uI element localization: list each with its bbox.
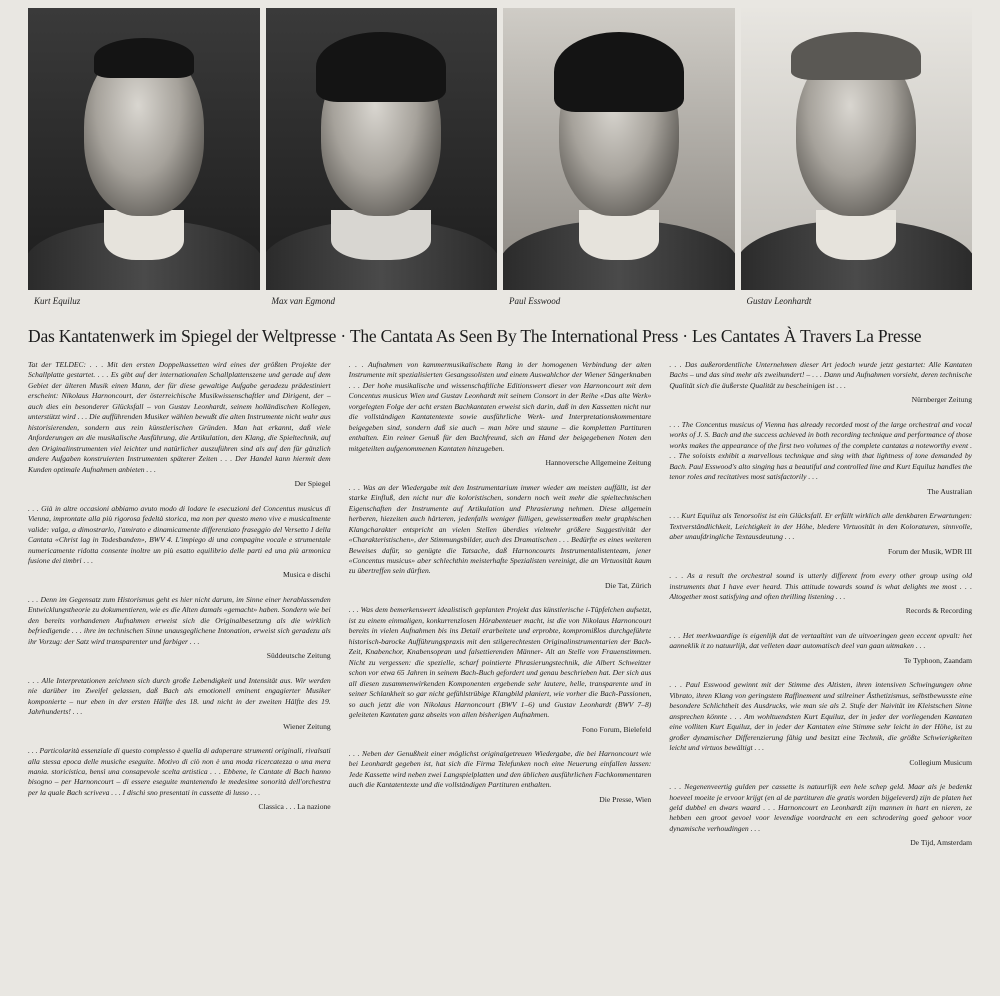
caption-gustav-leonhardt: Gustav Leonhardt xyxy=(746,296,812,306)
quote-text: . . . Neben der Genußheit einer möglichst originalgetreuen Wiedergabe, die bei Harnoncourt wie bei Leonhardt gegeben ist, hat sich die Firma Telefunken noch eine Neuerung einfallen lassen: Jede Kassette wird neben zwei Langspielplatten und den üblichen ausführlichen Fachkommentaren auch die Kantatentexte und die vollständigen Partituren enthalten. xyxy=(348,749,652,790)
quote-text: . . . Het merkwaardige is eigenlijk dat de vertaaltint van de uitvoeringen geen eccent opvalt: het aanneklik it zo natuurlijk, dat velleten daar automatisch deel van gaan uitmaken . . . xyxy=(669,630,973,651)
quote-source: Te Typhoon, Zaandam xyxy=(903,655,973,665)
portrait-paul-esswood xyxy=(503,8,735,290)
caption-kurt-equiluz: Kurt Equiluz xyxy=(34,296,81,306)
quote-text: . . . Kurt Equiluz als Tenorsolist ist ein Glücksfall. Er erfüllt wirklich alle denkbaren Erwartungen: Textverständlichkeit, Leichtigkeit in der Höhe, bledere Virtuosität in den Koloraturen, sinnvolle, aber unaufdringliche Textausdeutung . . . xyxy=(669,511,973,542)
quote-source: Forum der Musik, WDR III xyxy=(887,546,973,556)
quote-text: . . . Denn im Gegensatz zum Historismus geht es hier nicht darum, im Sinne einer herablassenden Entwicklungstheorie zu dokumentieren, wie es die Alten damals «gemacht» haben. Sondern wie bei den bereits vorhandenen Aufnahmen erweist sich die Originalbesetzung als die wirklich befriedigende . . . ihre im technischen Sinne unausgeglichene Intonation, erweist sich geradezu als ihr Vorzug: der Satz wird transparenter und farbiger . . . xyxy=(28,594,331,646)
quote-text: . . . Alle Interpretationen zeichnen sich durch große Lebendigkeit und Intensität aus. Wir werden nie darüber im Zweifel gelassen, daß Bach als emotionell eminent engagierter Musiker komponierte – nur eben in der ersten Hälfte des 18. und nicht in der zweiten Hälfte des 19. Jahrhunderts! . . . xyxy=(28,675,331,717)
quote-source: Der Spiegel xyxy=(294,479,331,489)
caption-paul-esswood: Paul Esswood xyxy=(509,296,561,306)
quote-column-2 xyxy=(349,360,652,980)
quote-source: Musica e dischi xyxy=(283,570,331,580)
quote-text: . . . Was dem bemerkenswert idealistisch geplanten Projekt das künstlerische i-Tüpfelchen aufsetzt, ist zu einem einmaligen, konkurrenzlosen Hörabenteuer macht, ist die von Nikolaus Harnoncourt bereits in vielen Aufnahmen bis ins Detail erarbeitete und erprobte, kompromißlos durchgeführte historisch-barocke Aufführungspraxis mit den stilgerechtesten Originalinstrumentarien der Bach-Zeit, Knabenchor, Knabensopran und falsettierenden Männer- Alt an Stelle von Frauenstimmen. Nicht zu vergessen: die spezielle, scharf pointierte Phrasierungstechnik, die Albert Schweitzer schon vor etwa 65 Jahren in seinem Bach-Buch gefordert und genau beschrieben hat. Der sich aus all diesen zusammenwirkenden Komponenten ergebende sehr lautere, helle, transparente und in seiner Schlankheit so gar nicht gefühlstrübige Klangbild planiert, wie vorher die Bach-Passionen, so auch jetzt die von Nikolaus Harnoncourt (BWV 1–6) und Gustav Leonhardt (BWV 7–8) geleiteten Kantaten ganz abseits von allen bisherigen Aufnahmen. xyxy=(348,605,652,720)
quote-column-3 xyxy=(669,360,972,980)
caption-max-van-egmond: Max van Egmond xyxy=(271,296,335,306)
quote-source: Hannoversche Allgemeine Zeitung xyxy=(545,458,652,468)
page-title: Das Kantatenwerk im Spiegel der Weltpresse · The Cantata As Seen By The International Press · Les Cantates À Travers La Presse xyxy=(28,326,922,346)
quote-column-1 xyxy=(28,360,331,980)
portrait-max-van-egmond xyxy=(266,8,498,290)
photo-captions xyxy=(28,296,972,306)
quote-text: Tat der TELDEC: . . . Mit den ersten Doppelkassetten wird eines der größten Projekte der Schallplatte gestartet. . . . Es gibt auf der internationalen Schallplattenszene und gerade auf dem Gebiet der älteren Musik einen Mann, der für diese gewaltige Aufgabe geradezu prädestiniert erscheint: Nikolaus Harnoncourt, der österreichische Musikwissenschaftler und Dirigent, der – auch dies ein besonderer Glücksfall – von Gustav Leonhardt, seinem holländischen Kollegen, unterstützt wird . . . Die aufführenden Musiker wählen bewußt die alten Instrumente nicht wahr aus historisierenden, sondern aus rein künstlerischen Gründen. Man hat erkannt, daß viele Anforderungen an die musikalische Ausführung, die Artikulation, den Klang, die Spieltechnik, auf den Originalinstrumenten viel leichter und natürlicher auszuführen sind als auf den für gänzlich andere Aufgaben konstruierten Instrumenten späterer Zeiten . . . Der Handel kann hiermit dem Kunden optimale Aufnahmen anbieten . . . xyxy=(28,360,331,474)
quote-text: . . . The Concentus musicus of Vienna has already recorded most of the large orchestral and vocal works of J. S. Bach and the success achieved in both recording technique and performance of those works makes the appearance of the first two volumes of the complete cantatas a noteworthy event . . . The soloists exhibit a marvellous technique and sing with that lightness of tone demanded by Bach. Paul Esswood's alto singing has a beautiful and controlled line and Kurt Equiluz handles the tenor roles and recitatives most satisfactorily . . . xyxy=(669,419,973,482)
portrait-gustav-leonhardt xyxy=(741,8,973,290)
quote-text: . . . Particolarità essenziale di questo complesso è quella di adoperare strumenti originali, rivalsati alla stessa epoca delle musiche eseguite. Motivo di ciò non è una moda ricercatezza o una mera mania. storicistica, bensì una consapevole scelta artistica . . . Ebbene, le Cantate di Bach hanno bisogno – per Harnoncourt – di essere eseguite mantenendo le medesime sonorità dell'orchestra per la quale Bach scriveva . . . I dischi sno presentati in cassette di lusso . . . xyxy=(28,746,331,797)
quote-text: . . . Paul Esswood gewinnt mit der Stimme des Altisten, ihren intensiven Schwingungen ohne Vibrato, ihren Klang von geringstem Raffinement und stilreiner Ästhetizismus, selbstbewusste eine besondere Schlichtheit des Ausdrucks, wie man sie als 2. Stufe der Naivität im Kleistschen Sinne ansprechen könnte . . . Am wohltuendsten Kurt Equiluz, der in jeder der vorliegenden Kantaten eine volliten Kurt Equiluz, der in jeder der Kantaten eine Stimme sehr leicht in der Höhe, ist zu großer dynamischer Differenzierung fähig und besitzt eine Technik, die größte Schwierigkeiten leicht und virtuos bewältigt . . . xyxy=(669,680,973,753)
quote-source: Die Presse, Wien xyxy=(599,794,652,804)
quote-source: Fono Forum, Bielefeld xyxy=(581,724,652,734)
quote-source: De Tijd, Amsterdam xyxy=(910,838,973,848)
quote-text: . . . Già in altre occasioni abbiamo avuto modo di lodare le esecuzioni del Concentus musicus di Vienna, improntate alla più rigorosa fedeltà storica, ma non per questo meno vive e musicalmente valide: valga, a dimostrarlo, l'amirato e dinamicamente differenziato fraseggio del Versetto I della Cantata «Christ lag in Todesbanden», BWV 4. L'impiego di una compagine vocale e strumentale numericamente ridotta consente inoltre un più esatto equilibrio delle parti ed una più armonica fusione dei timbri . . . xyxy=(28,503,331,565)
portrait-kurt-equiluz xyxy=(28,8,260,290)
quote-source: Collegium Musicum xyxy=(909,757,973,767)
quote-source: Die Tat, Zürich xyxy=(604,580,652,590)
quote-text: . . . Das außerordentliche Unternehmen dieser Art jedoch wurde jetzt gestartet: Alle Kantaten Bachs – und das sind mehr als zweihundert! – . . . Dann und Aufnahmen vorsieht, deren technische Qualität sich die äußerste Qualität zu bescheinigen ist . . . xyxy=(669,360,973,390)
quote-source: Wiener Zeitung xyxy=(283,721,331,731)
quote-source: Nürnberger Zeitung xyxy=(911,395,973,405)
photo-strip xyxy=(28,8,972,290)
quote-text: . . . Aufnahmen von kammermusikalischem Rang in der homogenen Verbindung der alten Instrumente mit spezialisierten Gesangssolisten und einem Auswahlchor der Wiener Sängerknaben . . . Der hohe musikalische und wissenschaftliche Editionswert dieser von Harnoncourt mit dem Concentus musicus Wien und Gustav Leonhardt mit seinem Consort in der Reihe «Das alte Werk» vorgelegten Folge der acht ersten Bachkantaten erweist sich darin, daß in den Kassetten nicht nur die vollständigen Kantatentexte sowie ausführliche Werk- und Interpretationskommentare beigegeben sind, sondern daß sie auch – man höre und staune – die kompletten Partituren enthalten. Ein reiner Genuß für den Bachfreund, sich an Hand der beigegebenen Noten den mitgeteilten aufgenommenen Kantaten hinzugeben. xyxy=(348,360,652,453)
quote-source: Classica . . . La nazione xyxy=(258,802,331,812)
quote-source: The Australian xyxy=(927,486,973,496)
quote-text: . . . Was an der Wiedergabe mit den Instrumentarium immer wieder am meisten auffällt, ist der starke Einfluß, den nicht nur die koloristischen, sondern noch weit mehr die spieltechnischen Eigenschaften der Instrumente auf Artikulation und Phrasierung nehmen. Diese allgemein herberen, hiezeiten auch härteren, jedenfalls weniger fülligen, gewissermaßen mehr graphischen Klangcharakter entspricht an vielen Stellen überdies vielmehr größere Suggestivität der «Charakteristischen», der Stimmungsbilder, auch des Dramatischen . . . Bedürfte es eines weiteren Beweises dafür, so genügte die Tatsache, daß Harnoncourts Instrumentalistenteam, jener «Concentus musicus» aber schlechthin meisterhafte Spezialisten vereinigt, die an Virtuosität kaum zu übertreffen sein dürften. xyxy=(348,482,652,576)
quote-text: . . . As a result the orchestral sound is utterly different from every other group using old instruments that I have ever heard. This attitude towards sound is what delights me most . . . Altogether most satisfying and often thrilling listening . . . xyxy=(669,571,973,601)
quote-source: Süddeutsche Zeitung xyxy=(266,651,331,661)
press-quotes xyxy=(28,360,972,980)
quote-text: . . . Negenenveertig gulden per cassette is natuurlijk een hele schep geld. Maar als je bedenkt hoeveel moeite je ervoor krijgt (en al de partituren die gratis worden bijgeleverd) zijn de platen het geld dubbel en dwars waard . . . Harnoncourt en Leonhardt zijn mannen in hart en nieren, ze hebben een groot gevoel voor levendige voordracht en een schrodering goed gehoor voor dynamische verhoudingen . . . xyxy=(669,782,973,833)
quote-source: Records & Recording xyxy=(905,606,973,616)
